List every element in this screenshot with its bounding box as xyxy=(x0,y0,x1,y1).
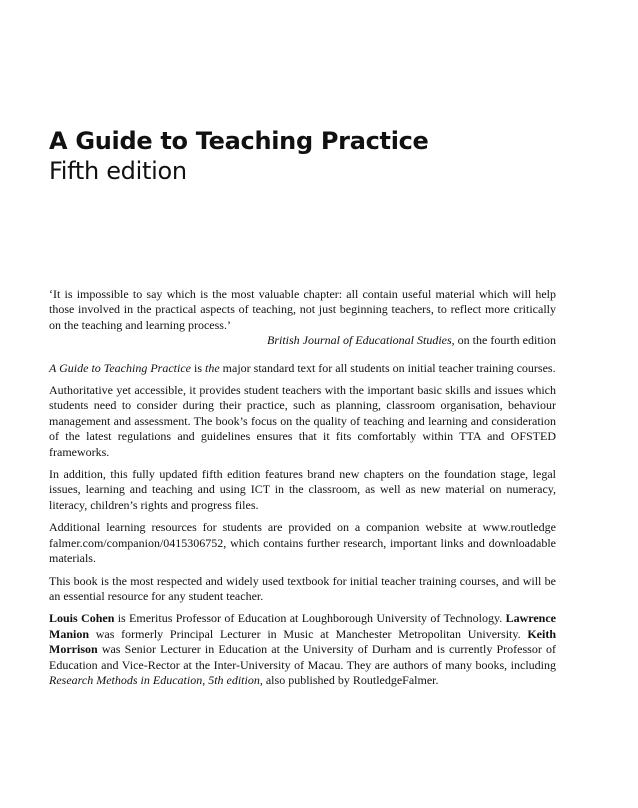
author-bio: is Emeritus Professor of Education at Loughborough University of Technology. xyxy=(114,611,506,626)
related-book-title: Research Methods in Education, 5th edition xyxy=(49,672,260,687)
author-bio: was Senior Lecturer in Education at the University of Durham and is currently Professor of Education and Vice-Rector at the Inter-University of Macau. They are authors of many books, including xyxy=(49,642,556,672)
author-name: Keith Morrison xyxy=(49,626,556,657)
intro-paragraph xyxy=(49,361,556,376)
title-block xyxy=(49,126,429,186)
blurb-text xyxy=(49,287,556,695)
attribution-source: British Journal of Educational Studies xyxy=(267,333,452,348)
authors-paragraph xyxy=(49,611,556,688)
description-paragraph: Authoritative yet accessible, it provides student teachers with the important basic skills and issues which students need to consider during their practice, such as planning, classroom organisation, behaviour management and assessment. The book’s focus on the quality of teaching and learning and consideration of the latest regulations and guidelines ensures that it fits comfortably within TTA and OFSTED frameworks. xyxy=(49,383,556,459)
author-name: Lawrence Manion xyxy=(49,611,556,641)
quote-attribution xyxy=(49,333,556,348)
author-name: Louis Cohen xyxy=(49,611,115,626)
new-features-paragraph: In addition, this fully updated fifth edition features brand new chapters on the foundation stage, legal issues, learning and teaching and using ICT in the classroom, as well as new material on numeracy, literacy, children’s rights and progress files. xyxy=(49,467,556,512)
author-bio: , also published by RoutledgeFalmer. xyxy=(259,672,439,687)
intro-is: is xyxy=(190,360,205,375)
intro-book-title: A Guide to Teaching Practice xyxy=(49,360,191,375)
author-bio: was formerly Principal Lecturer in Music at Manchester Metropolitan University. xyxy=(89,626,528,641)
intro-rest: major standard text for all students on initial teacher training courses. xyxy=(219,360,556,375)
endorsement-paragraph: This book is the most respected and widely used textbook for initial teacher training courses, and will be an essential resource for any student teacher. xyxy=(49,573,556,603)
intro-the: the xyxy=(205,360,220,375)
edition-subtitle: Fifth edition xyxy=(49,157,187,185)
book-title: A Guide to Teaching Practice xyxy=(49,127,429,155)
website-paragraph: Additional learning resources for students are provided on a companion website at www.routledge falmer.com/companion/0415306752, which contains further research, important links and downloadable materials. xyxy=(49,520,556,566)
attribution-suffix: , on the fourth edition xyxy=(451,333,556,348)
review-quote: ‘It is impossible to say which is the most valuable chapter: all contain useful material which will help those involved in the practical aspects of teaching, not just beginning teachers, to reflect more critically on the teaching and learning process.’ xyxy=(49,287,556,332)
